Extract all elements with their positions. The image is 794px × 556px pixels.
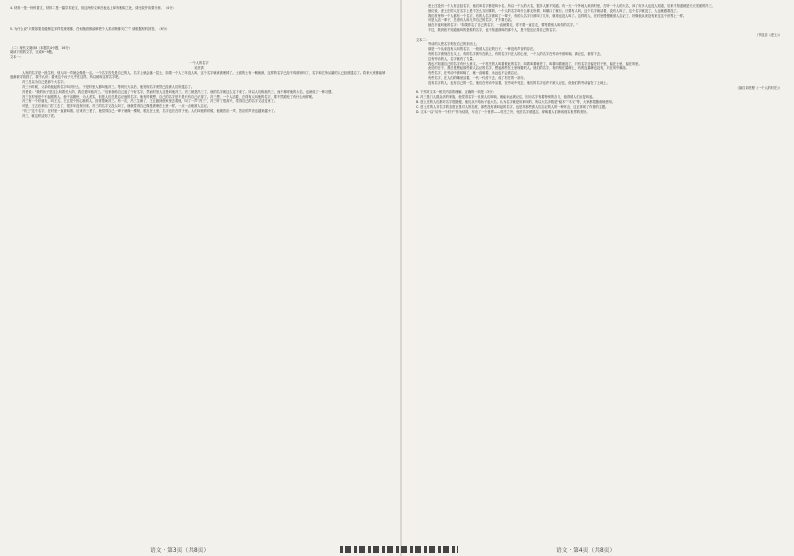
paragraph: 冯老说：“我的孩子是这么叫着长大的，我总是叫他冯三。”后来他给自己起了个好名字，然而村里人还是叫他冯三，冯三就是冯三了，他的名字就这么定下来了。所以人们称他冯三，而不称呼他的大名，也就成了一种习惯。 <box>22 89 335 94</box>
paragraph: 人有的名字是一段生机，别人叫一声就会像是一点。一个名字首先是自己的人，名字上就会落一层土，如果一个人三年没人叫，这个名字就该被埋掉了。土面的土有一概就深，这样的名字已经不再被别叫了，名字和它所从属的人已经被遗忘了。将来大家都能够逐渐被寻找到了，我不认识；看来这个孩子几乎在这样，所以就叫这样名字吧。 <box>10 70 386 80</box>
paragraph: “冯三”这个名字，在村里一直被叫着。后来冯三老了，他觉得自己一辈子就像一棵树，根扎在土里，名字也长在村子里。人们叫他的时候，他就答应一声，答应的声音也越来越小了。 <box>22 108 278 113</box>
question-6: 6. 下列对文本一相关内容的理解，正确的一项是（3分） <box>416 90 496 95</box>
barcode-strip <box>340 546 458 553</box>
paragraph: 可是，王五后来出门打工去了，很多年没有回来。冯三的名字又没人叫了，他就觉得自己像是被埋在土里一样，一点一点地被人忘记。 <box>22 104 211 109</box>
text2-paragraph: 这有劳动的人，名字就有了力量。 <box>428 56 476 61</box>
text2-paragraph: 劳动的人把名字刻在自己的东西上。 <box>428 42 479 47</box>
article-author: 吴亮供 <box>194 65 204 70</box>
option-b: B. 虚土庄的人们都对名字很随便，他们从不给孩子起大名，认为名字就是用来叫的，所以大名多数是“稳木”“木叉”等，大家都很随意地使用。 <box>416 99 615 104</box>
text2-paragraph: 那是一个从来没有人叫的名字，一段被人忘记的日子，一种没有声音的存在。 <box>428 47 537 52</box>
source-note: （节选自《虚土》） <box>754 32 782 37</box>
paragraph: 她在半夜叫他的名字：“如果你忘了自己的名字，一直就要走，你不要一直往走，要等着别人叫你的名字。” <box>428 23 578 28</box>
text2-paragraph: 我也不知道自己的名字有什么意义。一个村庄的人叫着彼此的名字，叫着叫着就老了，叫着叫着就没了，只有名字还留在村子里，留在土里，留在风里。 <box>428 61 642 66</box>
source-note-2: （摘自刘亮程《一个人的村庄》） <box>735 85 782 90</box>
option-a: A. 冯三是门人数众多的家族，他觉得名字一旦被人们叫响，就能永远被记住，因为名字有着特别的含义，值得被人们反复叫起。 <box>416 95 596 100</box>
question-5: 5. 为什么说“只要如果各级制定多样性规划都，任何植营都能够把个人类动物都灭亡”？请根据材料回答。（6分） <box>10 26 170 31</box>
right-page <box>402 0 794 556</box>
option-d: D. 文本一以“另外一个村子”作为结尾，写出了一个世界——村庄之外，死后名字被遗忘，呼唤着人们珍视现实世界的美好。 <box>416 109 590 114</box>
paragraph: 他们说，虚土庄的人在名字上是不怎么当回事的，一个人的名字叫什么都无所谓，叫顺口了就行。只要有人叫，这个名字就活着，没有人叫了，这个名字就没了，人也就跟着没了。 <box>428 8 680 13</box>
left-page-footer: 语文 · 第3页（共8页） <box>150 548 210 554</box>
paragraph: 不过，我到底不知道她叫的是谁的名字，也不知道被叫的那个人，是不是还记得自己的名字。 <box>428 27 559 32</box>
paragraph: 我们村里每一个人都有一个名字，有的人名字被叫了一辈子，有的人名字只被叫了几年，就再也没人叫了。这样的人，在村里慢慢就被人忘记了，好像他从来没有来过这个世界上一样。 <box>428 13 687 18</box>
section-heading: （二）现代文阅读Ⅱ（本题共4小题，16分） <box>10 45 72 50</box>
text2-label: 文本二： <box>416 37 429 42</box>
article-title: 一个人的名字 <box>189 60 209 65</box>
text-label: 文本一： <box>10 55 23 60</box>
text2-paragraph: 有些名字，在人们的嘴里活着，一代一代传下去，成了村庄的一部分。 <box>428 75 527 80</box>
right-page-footer: 语文 · 第4页（共8页） <box>556 548 616 554</box>
instruction: 阅读下面的文字，完成6~9题。 <box>10 50 55 55</box>
paragraph: 冯三总以为自己是那个大名字。 <box>22 80 67 85</box>
text2-paragraph: 没有名字的人，也有自己的一生。他们在劳动中活着，在劳动中死去，他们的名字也许不被人记住，但他们的劳动留在了土地上。 <box>428 80 610 85</box>
option-c: C. 虚土庄的人对名字的态度正是对人的态度，那些没有被叫起的名字，也是对那些被人们忘记的人的一种怀念，这正体现了作者的主题。 <box>416 104 609 109</box>
text2-paragraph: 此后的日子，我总是想起那些被人忘记的名字，想起那些在土里埋着的人。他们的名字，有的刻在墓碑上，有的连墓碑也没有，只在风中飘荡。 <box>428 66 629 71</box>
text2-paragraph: 有些名字，在劳动中被叫响了，就一直响着，永远也不会被忘记。 <box>428 71 521 76</box>
question-4: 4. 材料一是一份科普文，材料二是一篇学术论文，但这两份文章在表达上却有相似之处，请比较并谈要分析。（4分） <box>10 6 176 10</box>
paragraph: 虚土庄没有一个人有正经名字，他们叫名字都是叫小名，所以一个人的大名，很多人都不知道。有一天一个外地人来到村里，打听一个人的大名，问了好多人也没人知道，后来才知道就是天天见面的冯三。 <box>428 4 715 8</box>
paragraph: 冯三，就这样活到了老。 <box>22 113 58 118</box>
paragraph: 冯三小时候，父亲给他起的名字叫冯什么，于是村里人都叫他冯三。等到长大以后，他发现名字竟然已经被人们所遗忘了。 <box>22 84 195 89</box>
text2-paragraph: 有的名字被刻在石头上，有的名字被写在纸上，有的名字只在人的心里，一个人的名字在劳动中被叫响，被记住，被传下去。 <box>428 51 604 56</box>
paragraph: 冯三有一个好朋友，叫王五。王五是个热心肠的人，经常帮助冯三。有一次，冯三生病了，王五跑到他家里去看他，叫了一声“冯三”，冯三听了很高兴，觉得自己的名字又活过来了。 <box>22 99 278 104</box>
paragraph: 可是人活一辈子，总得有人叫几声自己的名字，才不算白活。 <box>428 18 515 23</box>
paragraph: 冯三在村里是个不起眼的人，他干活勤快，为人老实，但是人们总是忘记他的名字。他有时候想，自己的名字是不是只有自己记得了。冯三想，一个人活着，总得有人叫他的名字，要不然跟死了有什么两样呢。 <box>22 94 316 99</box>
